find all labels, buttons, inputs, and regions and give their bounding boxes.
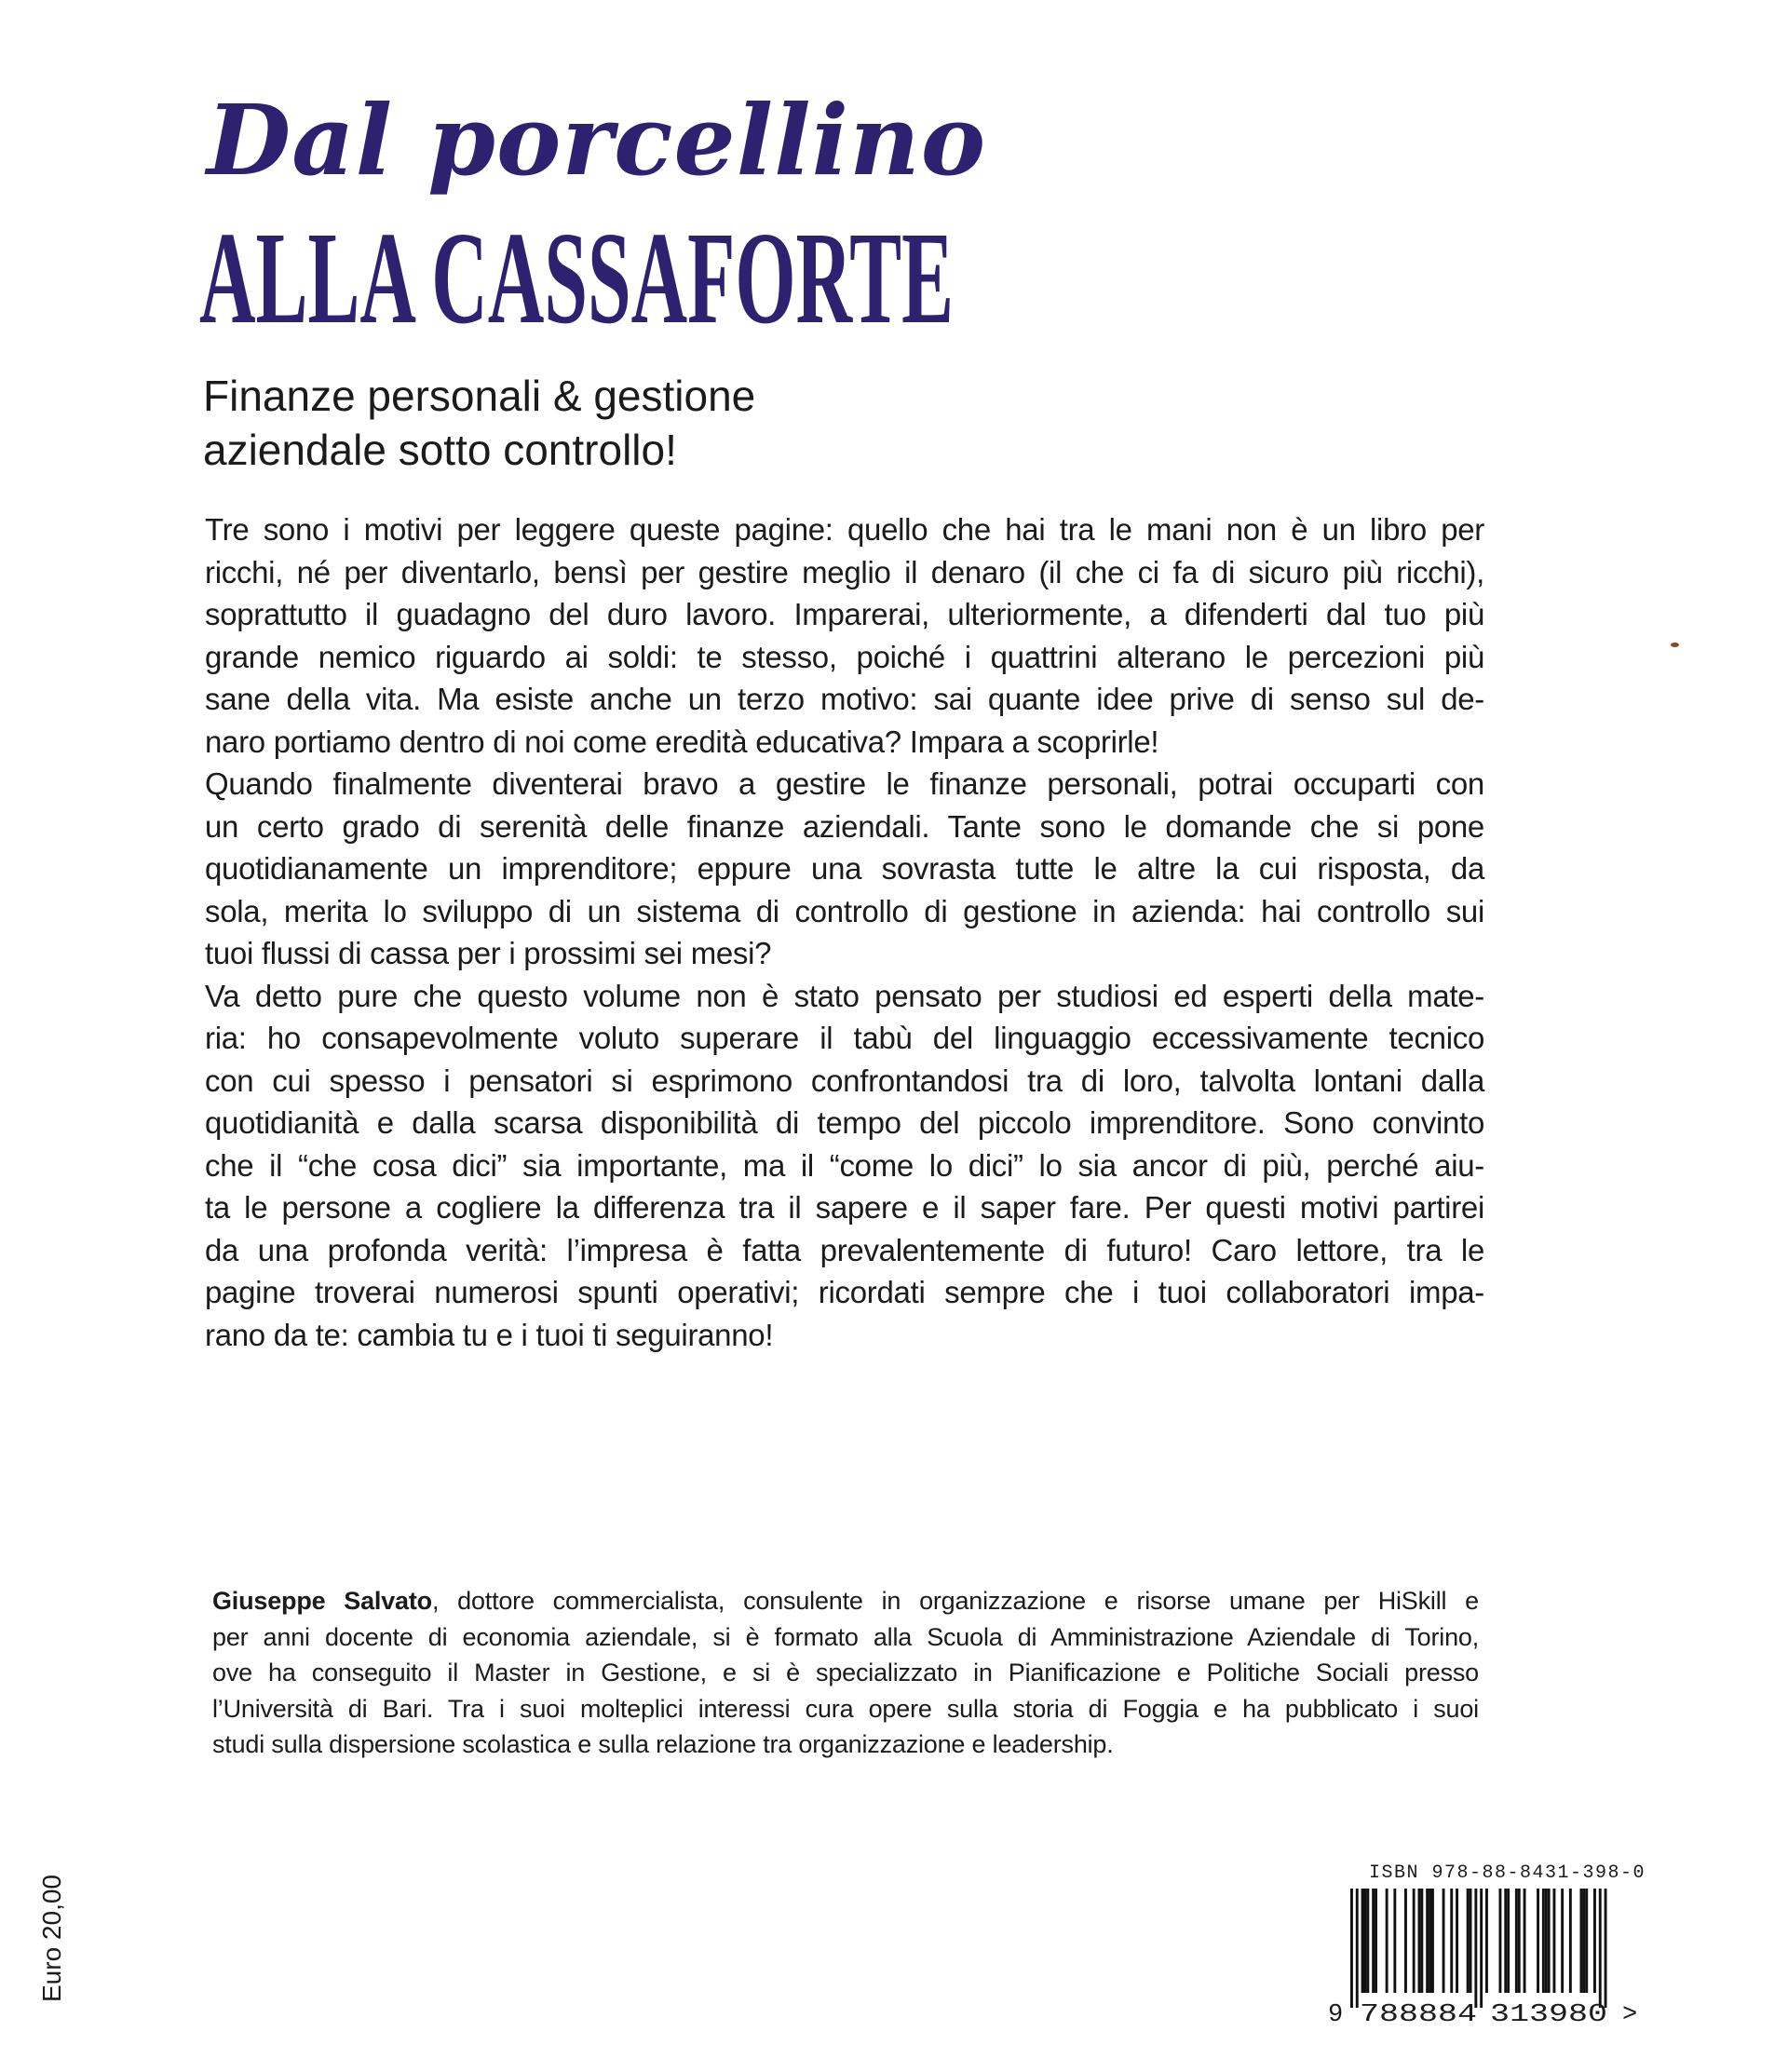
barcode-bar — [1585, 1889, 1588, 1993]
description-line: con cui spesso i pensatori si esprimono confrontandosi tra di loro, talvolta lontani dalla — [205, 1063, 1484, 1098]
barcode-bar — [1361, 1889, 1364, 1993]
author-bio — [212, 1583, 1479, 1763]
subtitle — [203, 369, 1041, 477]
author-bio-line: studi sulla dispersione scolastica e sulla relazione tra organizzazione e leadership. — [212, 1730, 1114, 1758]
barcode-bar — [1470, 1889, 1472, 1993]
barcode-quiet-zone-mark: > — [1622, 2001, 1638, 2026]
barcode-bar — [1426, 1889, 1429, 1993]
barcode-bar — [1507, 1889, 1510, 1993]
barcode-bar — [1386, 1889, 1388, 1993]
barcode-bar — [1553, 1889, 1556, 1993]
description-line: grande nemico riguardo ai soldi: te stesso, poiché i quattrini alterano le percezioni più — [205, 639, 1484, 674]
barcode-bar — [1443, 1889, 1445, 1993]
subtitle-line: Finanze personali & gestione — [203, 372, 756, 420]
barcode-bar — [1569, 1889, 1572, 1993]
description-line: pagine troverai numerosi spunti operativi; ricordati sempre che i tuoi collaboratori impa- — [205, 1275, 1484, 1309]
author-bio-line — [212, 1583, 1479, 1619]
barcode-bar — [1548, 1889, 1551, 1993]
barcode-digit-lead: 9 — [1328, 2001, 1344, 2026]
barcode-bar — [1545, 1889, 1548, 1993]
barcode-bar — [1605, 1889, 1607, 2008]
barcode-bar — [1561, 1889, 1564, 1993]
barcode-bar — [1375, 1889, 1377, 1993]
price: Euro 20,00 — [37, 1875, 66, 2002]
isbn-block — [1322, 1862, 1658, 2026]
barcode-bar — [1356, 1889, 1359, 2008]
barcode-bar — [1393, 1889, 1396, 1993]
description-line: sola, merita lo sviluppo di un sistema di controllo di gestione in azienda: hai controllo sui — [205, 893, 1484, 928]
description-line: che il “che cosa dici” sia importante, ma il “come lo dici” lo sia ancor di più, perché aiu- — [205, 1147, 1484, 1183]
barcode-bar — [1364, 1889, 1367, 1993]
barcode-bar — [1431, 1889, 1434, 1993]
description — [205, 508, 1484, 1356]
barcode-digits-left: 788884 — [1360, 2001, 1477, 2026]
barcode-bar — [1599, 1889, 1602, 2008]
barcode-bar — [1350, 1889, 1353, 2008]
barcode-bar — [1467, 1889, 1470, 1993]
title-script: Dal porcellino — [207, 83, 987, 197]
description-line: rano da te: cambia tu e i tuoi ti seguiranno! — [205, 1317, 774, 1352]
description-line: ricchi, né per diventarlo, bensì per gestire meglio il denaro (il che ci fa di sicuro più ricchi), — [205, 554, 1484, 589]
barcode-bar — [1593, 1889, 1596, 1993]
barcode-bar — [1418, 1889, 1421, 1993]
barcode-digits-right: 313980 — [1490, 2001, 1607, 2026]
description-line: soprattutto il guadagno del duro lavoro. Imparerai, ulteriormente, a difenderti dal tuo più — [205, 597, 1484, 631]
barcode-bar — [1582, 1889, 1585, 1993]
barcode-bar — [1456, 1889, 1458, 1993]
barcode-bar — [1524, 1889, 1526, 1993]
barcode-bar — [1537, 1889, 1539, 1993]
barcode-bar — [1515, 1889, 1518, 1993]
title-main-text: ALLA CASSAFORTE — [199, 204, 954, 351]
title-main — [199, 203, 957, 351]
description-line: quotidianità e dalla scarsa disponibilità di tempo del piccolo imprenditore. Sono convinto — [205, 1105, 1484, 1140]
barcode-bar — [1518, 1889, 1521, 1993]
author-bio-line: ove ha conseguito il Master in Gestione, e si è specializzato in Pianificazione e Politiche Sociali presso — [212, 1659, 1479, 1686]
description-line: un certo grado di serenità delle finanze aziendali. Tante sono le domande che si pone — [205, 808, 1484, 844]
paper-speck — [1671, 643, 1679, 647]
author-bio-line: l’Università di Bari. Tra i suoi molteplici interessi cura opere sulla storia di Foggia e ha pubblicato i suoi — [212, 1694, 1479, 1723]
author-name: Giuseppe Salvato — [212, 1587, 432, 1615]
barcode-bar — [1474, 1889, 1477, 2008]
author-bio-line: per anni docente di economia aziendale, si è formato alla Scuola di Amministrazione Aziendale di Torino, — [212, 1622, 1479, 1651]
barcode-bar — [1485, 1889, 1488, 1993]
author-bio-text: , dottore commercialista, consulente in organizzazione e risorse umane per HiSkill e — [431, 1587, 1479, 1615]
description-line: Tre sono i motivi per leggere queste pagine: quello che hai tra le mani non è un libro per — [205, 512, 1484, 547]
barcode-bar — [1429, 1889, 1431, 1993]
barcode-bar — [1480, 1889, 1483, 2008]
description-line: da una profonda verità: l’impresa è fatta prevalentemente di futuro! Caro lettore, tra le — [205, 1232, 1484, 1267]
barcode-bar — [1450, 1889, 1453, 1993]
description-line: ria: ho consapevolmente voluto superare il tabù del linguaggio eccessivamente tecnico — [205, 1021, 1484, 1055]
description-line: tuoi flussi di cassa per i prossimi sei mesi? — [205, 936, 772, 970]
barcode-bar — [1404, 1889, 1407, 1993]
barcode-bar — [1580, 1889, 1583, 1993]
barcode-digits — [1328, 2001, 1637, 2026]
description-line: Va detto pure che questo volume non è stato pensato per studiosi ed esperti della mate- — [205, 978, 1484, 1013]
description-line: sane della vita. Ma esiste anche un terzo motivo: sai quante idee prive di senso sul de- — [205, 682, 1484, 716]
subtitle-line: aziendale sotto controllo! — [203, 426, 677, 474]
barcode-bar — [1372, 1889, 1375, 1993]
barcode-bar — [1413, 1889, 1416, 1993]
description-line: quotidianamente un imprenditore; eppure una sovrasta tutte le altre la cui risposta, da — [205, 851, 1484, 886]
barcode — [1322, 1889, 1658, 2026]
barcode-bar — [1366, 1889, 1369, 1993]
description-line: ta le persone a cogliere la differenza tra il sapere e il saper fare. Per questi motivi partirei — [205, 1190, 1484, 1225]
barcode-bar — [1542, 1889, 1545, 1993]
barcode-bar — [1504, 1889, 1507, 1993]
barcode-bars — [1350, 1889, 1607, 2008]
isbn-label: ISBN 978-88-8431-398-0 — [1369, 1862, 1646, 1884]
description-line: naro portiamo dentro di noi come eredità educativa? Impara a scoprirle! — [205, 724, 1159, 759]
barcode-bar — [1420, 1889, 1423, 1993]
barcode-bar — [1499, 1889, 1502, 1993]
description-line: Quando finalmente diventerai bravo a gestire le finanze personali, potrai occuparti con — [205, 766, 1484, 801]
